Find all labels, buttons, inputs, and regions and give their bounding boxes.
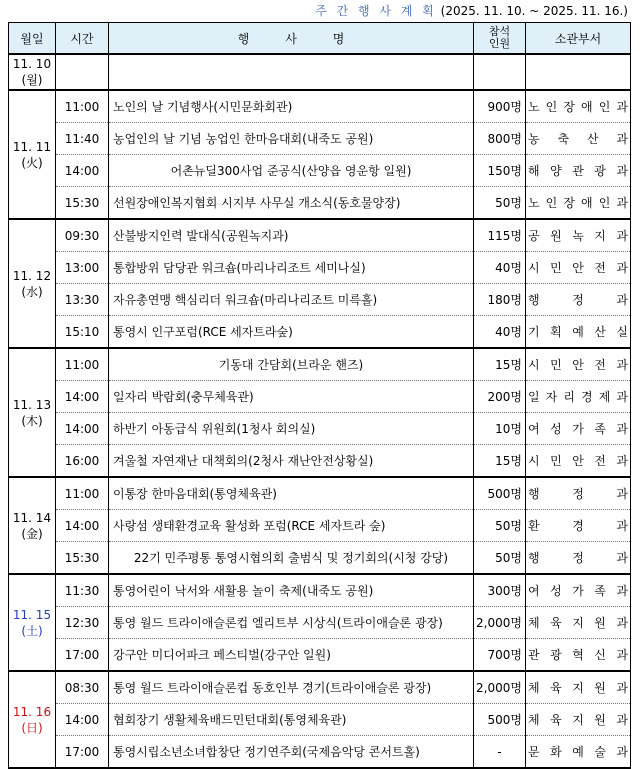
header-row: [9, 23, 631, 55]
event-count: 15명: [474, 445, 526, 478]
day-weekday: (火): [21, 155, 43, 170]
event-name: 통영시립소년소녀합창단 정기연주회(국제음악당 콘서트홀): [109, 736, 474, 769]
day-date: 11. 13: [12, 397, 52, 412]
title-label: 주 간 행 사 계 획: [315, 4, 437, 18]
event-dept-text: 체 육 지 원 과: [528, 616, 628, 630]
event-name: 통영 월드 트라이애슬론컵 엘리트부 시상식(트라이애슬론 광장): [109, 607, 474, 639]
event-row: [9, 316, 631, 349]
event-row: [9, 187, 631, 220]
schedule-table: [8, 22, 631, 769]
day-row: [9, 54, 631, 90]
day-weekday: (월): [21, 73, 43, 87]
event-count: 180명: [474, 284, 526, 316]
event-time: 14:00: [56, 413, 109, 445]
event-time: 17:00: [56, 736, 109, 769]
event-row: [9, 671, 631, 704]
event-row: [9, 252, 631, 284]
event-row: [9, 704, 631, 736]
event-time: 15:30: [56, 542, 109, 575]
event-time: 12:30: [56, 607, 109, 639]
event-time: 14:00: [56, 155, 109, 187]
header-dept: 소관부서: [526, 23, 631, 55]
day-weekday: (木): [21, 413, 43, 428]
event-dept: [526, 445, 631, 478]
event-name: 통영 월드 트라이애슬론컵 동호인부 경기(트라이애슬론 광장): [109, 671, 474, 704]
header-event: 행 사 명: [109, 23, 474, 55]
empty-time-cell: [56, 54, 109, 90]
event-dept-text: 체 육 지 원 과: [528, 681, 628, 695]
event-row: [9, 123, 631, 155]
header-time: 시간: [56, 23, 109, 55]
event-name: 어촌뉴딜300사업 준공식(산양읍 영운항 일원): [109, 155, 474, 187]
event-count: 200명: [474, 381, 526, 413]
event-row: [9, 155, 631, 187]
day-cell: [9, 219, 56, 348]
event-dept: [526, 477, 631, 510]
empty-count-cell: [474, 54, 526, 90]
empty-dept-cell: [526, 54, 631, 90]
event-dept-text: 농 축 산 과: [528, 132, 628, 146]
event-row: [9, 574, 631, 607]
event-name: 농업인의 날 기념 농업인 한마음대회(내죽도 공원): [109, 123, 474, 155]
event-dept-text: 관 광 혁 신 과: [528, 648, 628, 662]
header-day: 월일: [9, 23, 56, 55]
day-cell: [9, 477, 56, 574]
event-dept: [526, 90, 631, 123]
event-dept: [526, 348, 631, 381]
event-row: [9, 413, 631, 445]
event-count: 50명: [474, 510, 526, 542]
event-dept: [526, 542, 631, 575]
event-count: 40명: [474, 252, 526, 284]
event-time: 14:00: [56, 704, 109, 736]
event-name: 산불방지인력 발대식(공원녹지과): [109, 219, 474, 252]
event-count: 50명: [474, 187, 526, 220]
event-dept-text: 환 경 과: [528, 519, 628, 533]
event-count: 300명: [474, 574, 526, 607]
event-dept: [526, 381, 631, 413]
day-cell: [9, 574, 56, 671]
event-time: 11:40: [56, 123, 109, 155]
event-count: 900명: [474, 90, 526, 123]
event-name: 이통장 한마음대회(통영체육관): [109, 477, 474, 510]
event-dept-text: 시 민 안 전 과: [528, 358, 628, 372]
event-time: 14:00: [56, 381, 109, 413]
schedule-body: [9, 54, 631, 768]
event-dept: [526, 574, 631, 607]
event-dept: [526, 187, 631, 220]
event-count: 10명: [474, 413, 526, 445]
event-count: 500명: [474, 477, 526, 510]
event-time: 11:30: [56, 574, 109, 607]
event-row: [9, 445, 631, 478]
event-dept-text: 해 양 관 광 과: [528, 164, 628, 178]
event-name: 겨울철 자연재난 대책회의(2청사 재난안전상황실): [109, 445, 474, 478]
event-time: 13:00: [56, 252, 109, 284]
event-time: 16:00: [56, 445, 109, 478]
event-dept-text: 노 인 장 애 인 과: [528, 100, 628, 114]
event-name: 통영어린이 낙서와 새활용 놀이 축제(내죽도 공원): [109, 574, 474, 607]
event-row: [9, 348, 631, 381]
event-dept: [526, 123, 631, 155]
event-dept-text: 기 획 예 산 실: [528, 325, 628, 339]
page-title: [0, 0, 640, 22]
event-row: [9, 381, 631, 413]
header-count-line1: 참석: [488, 25, 511, 38]
event-time: 11:00: [56, 477, 109, 510]
event-time: 13:30: [56, 284, 109, 316]
event-count: 2,000명: [474, 607, 526, 639]
event-time: 08:30: [56, 671, 109, 704]
event-count: 40명: [474, 316, 526, 349]
event-count: 800명: [474, 123, 526, 155]
event-dept-text: 문 화 예 술 과: [528, 745, 628, 759]
event-name: 협회장기 생활체육배드민턴대회(통영체육관): [109, 704, 474, 736]
event-name: 사랑섬 생태환경교육 활성화 포럼(RCE 세자트라 숲): [109, 510, 474, 542]
event-time: 14:00: [56, 510, 109, 542]
event-name: 하반기 아동급식 위원회(1청사 회의실): [109, 413, 474, 445]
day-date: 11. 12: [12, 268, 52, 283]
event-time: 11:00: [56, 348, 109, 381]
event-time: 09:30: [56, 219, 109, 252]
day-cell: [9, 54, 56, 90]
event-row: [9, 639, 631, 672]
event-dept: [526, 252, 631, 284]
event-time: 15:30: [56, 187, 109, 220]
event-dept-text: 체 육 지 원 과: [528, 713, 628, 727]
event-name: 기동대 간담회(브라운 핸즈): [109, 348, 474, 381]
day-weekday: (日): [21, 720, 43, 735]
day-date: 11. 11: [12, 139, 52, 154]
event-count: 2,000명: [474, 671, 526, 704]
day-weekday: (土): [21, 623, 43, 638]
event-row: [9, 90, 631, 123]
event-dept-text: 행 정 과: [528, 293, 628, 307]
header-count: [474, 23, 526, 55]
event-dept: [526, 316, 631, 349]
event-dept: [526, 510, 631, 542]
event-row: [9, 219, 631, 252]
event-name: 통영시 인구포럼(RCE 세자트라숲): [109, 316, 474, 349]
event-dept: [526, 671, 631, 704]
event-dept-text: 시 민 안 전 과: [528, 261, 628, 275]
event-row: [9, 284, 631, 316]
event-count: 500명: [474, 704, 526, 736]
empty-name-cell: [109, 54, 474, 90]
event-dept-text: 공 원 녹 지 과: [528, 229, 628, 243]
event-time: 17:00: [56, 639, 109, 672]
event-row: [9, 607, 631, 639]
event-dept: [526, 704, 631, 736]
day-date: 11. 10: [12, 57, 52, 71]
event-name: 일자리 박람회(충무체육관): [109, 381, 474, 413]
event-dept: [526, 639, 631, 672]
day-date: 11. 15: [12, 607, 52, 622]
event-name: 강구안 미디어파크 페스티벌(강구안 일원): [109, 639, 474, 672]
day-weekday: (水): [21, 284, 43, 299]
event-row: [9, 477, 631, 510]
event-dept: [526, 284, 631, 316]
day-date: 11. 16: [12, 704, 52, 719]
event-dept: [526, 736, 631, 769]
event-count: -: [474, 736, 526, 769]
event-dept-text: 행 정 과: [528, 551, 628, 565]
event-dept-text: 행 정 과: [528, 487, 628, 501]
event-dept-text: 여 성 가 족 과: [528, 422, 628, 436]
event-dept-text: 노 인 장 애 인 과: [528, 196, 628, 210]
event-count: 150명: [474, 155, 526, 187]
event-dept: [526, 413, 631, 445]
event-count: 50명: [474, 542, 526, 575]
event-time: 15:10: [56, 316, 109, 349]
event-count: 115명: [474, 219, 526, 252]
event-name: 22기 민주평통 통영시협의회 출범식 및 정기회의(시청 강당): [109, 542, 474, 575]
event-count: 700명: [474, 639, 526, 672]
day-date: 11. 14: [12, 510, 52, 525]
event-dept-text: 시 민 안 전 과: [528, 454, 628, 468]
event-row: [9, 736, 631, 769]
day-weekday: (金): [21, 526, 43, 541]
event-name: 통합방위 담당관 워크숍(마리나리조트 세미나실): [109, 252, 474, 284]
event-dept-text: 여 성 가 족 과: [528, 584, 628, 598]
event-count: 15명: [474, 348, 526, 381]
event-name: 선원장애인복지협회 시지부 사무실 개소식(동호물양장): [109, 187, 474, 220]
header-count-line2: 인원: [488, 37, 511, 50]
event-time: 11:00: [56, 90, 109, 123]
event-name: 노인의 날 기념행사(시민문화회관): [109, 90, 474, 123]
event-name: 자유총연맹 핵심리더 워크숍(마리나리조트 미륵홀): [109, 284, 474, 316]
event-dept: [526, 219, 631, 252]
day-cell: [9, 671, 56, 768]
event-dept-text: 일 자 리 경 제 과: [528, 390, 628, 404]
day-cell: [9, 348, 56, 477]
day-cell: [9, 90, 56, 219]
event-dept: [526, 607, 631, 639]
event-row: [9, 510, 631, 542]
event-row: [9, 542, 631, 575]
event-dept: [526, 155, 631, 187]
title-period: (2025. 11. 10. ~ 2025. 11. 16.): [440, 4, 628, 18]
